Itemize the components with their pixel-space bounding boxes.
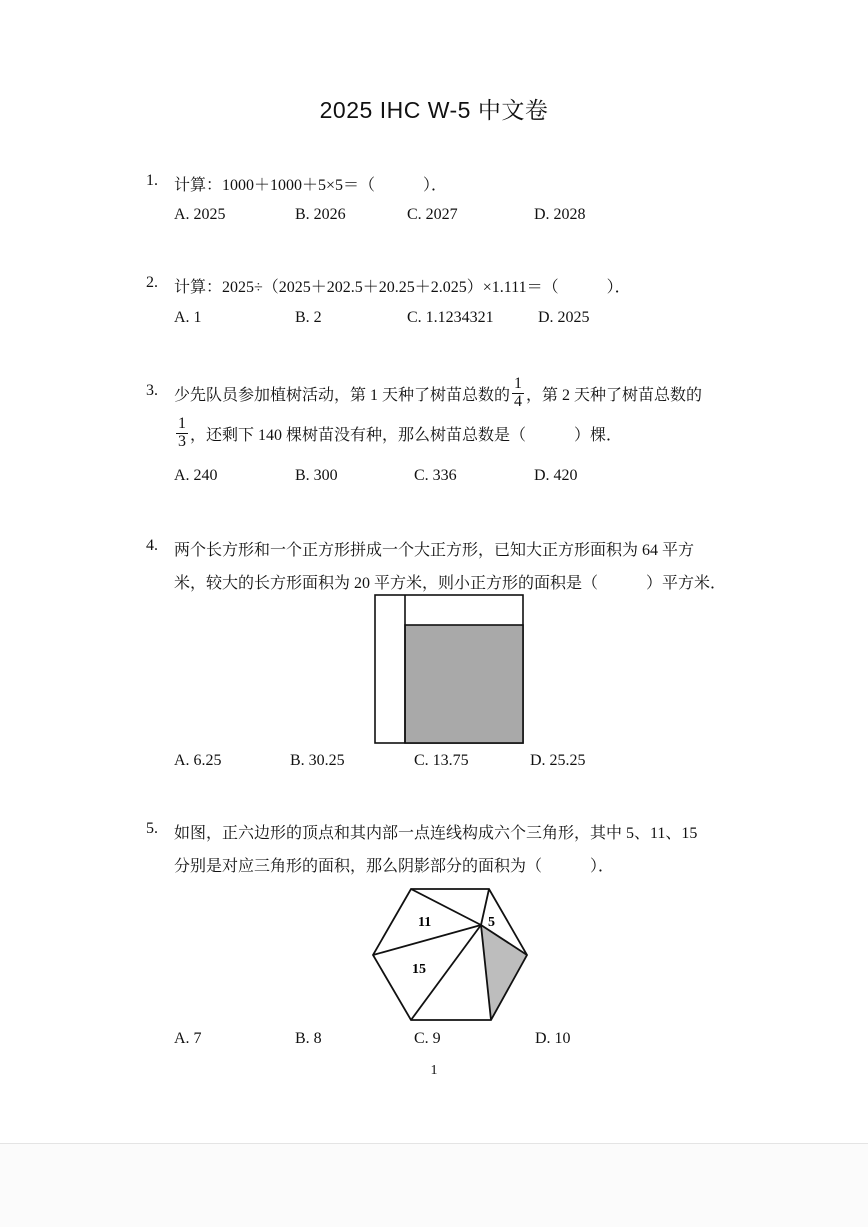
question-text: 分别是对应三角形的面积，那么阴影部分的面积为（ ）． xyxy=(174,858,615,875)
option-a: A. 240 xyxy=(174,467,218,484)
question-text: 如图，正六边形的顶点和其内部一点连线构成六个三角形，其中 5、11、15 xyxy=(174,825,698,842)
question-number: 4. xyxy=(146,537,158,554)
option-d: D. 2028 xyxy=(534,206,586,223)
area-label-11: 11 xyxy=(418,915,432,930)
option-d: D. 10 xyxy=(535,1030,571,1047)
option-a: A. 2025 xyxy=(174,206,226,223)
question-number: 2. xyxy=(146,274,158,291)
option-c: C. 13.75 xyxy=(414,752,469,769)
question-text: 少先队员参加植树活动，第 1 天种了树苗总数的 xyxy=(174,386,511,404)
squares-figure xyxy=(370,590,530,748)
question-text: 计算：1000＋1000＋5×5＝（ ）． xyxy=(174,177,448,194)
option-a: A. 7 xyxy=(174,1030,202,1047)
question-3 xyxy=(146,376,736,416)
hexagon-figure xyxy=(366,880,536,1030)
page-title: 2025 IHC W-5 中文卷 xyxy=(319,97,549,123)
option-d: D. 25.25 xyxy=(530,752,586,769)
question-text: ，还剩下 140 棵树苗没有种，那么树苗总数是（ ）棵． xyxy=(190,426,623,444)
fraction-numerator: 1 xyxy=(514,375,523,392)
option-b: B. 300 xyxy=(295,467,338,484)
option-b: B. 2026 xyxy=(295,206,346,223)
fraction-numerator: 1 xyxy=(178,415,186,432)
shaded-square xyxy=(405,625,523,743)
question-text: 计算：2025÷（2025＋202.5＋20.25＋2.025）×1.111＝（ ）． xyxy=(174,279,631,296)
question-number: 3. xyxy=(146,382,158,399)
page-bottom-area xyxy=(0,1144,868,1227)
fraction-denominator: 4 xyxy=(514,392,523,410)
option-d: D. 2025 xyxy=(538,309,590,326)
question-text-line2 xyxy=(174,416,622,451)
question-text: 米，较大的长方形面积为 20 平方米，则小正方形的面积是（ ）平方米． xyxy=(174,575,727,592)
option-b: B. 30.25 xyxy=(290,752,345,769)
fraction-one-quarter xyxy=(512,376,524,411)
option-c: C. 1.1234321 xyxy=(407,309,494,326)
area-label-5: 5 xyxy=(488,915,495,930)
option-c: C. 2027 xyxy=(407,206,458,223)
option-d: D. 420 xyxy=(534,467,578,484)
fraction-one-third xyxy=(176,416,188,451)
question-number: 5. xyxy=(146,820,158,837)
option-a: A. 6.25 xyxy=(174,752,222,769)
option-c: C. 336 xyxy=(414,467,457,484)
question-text: ，第 2 天种了树苗总数的 xyxy=(526,386,703,404)
question-text-line1 xyxy=(174,376,702,411)
fraction-denominator: 3 xyxy=(178,432,186,450)
option-b: B. 8 xyxy=(295,1030,322,1047)
option-c: C. 9 xyxy=(414,1030,441,1047)
option-a: A. 1 xyxy=(174,309,202,326)
page-number: 1 xyxy=(430,1063,438,1078)
question-number: 1. xyxy=(146,172,158,189)
option-b: B. 2 xyxy=(295,309,322,326)
question-text: 两个长方形和一个正方形拼成一个大正方形，已知大正方形面积为 64 平方 xyxy=(174,542,695,559)
area-label-15: 15 xyxy=(412,962,426,977)
question-3-line2 xyxy=(146,416,736,456)
